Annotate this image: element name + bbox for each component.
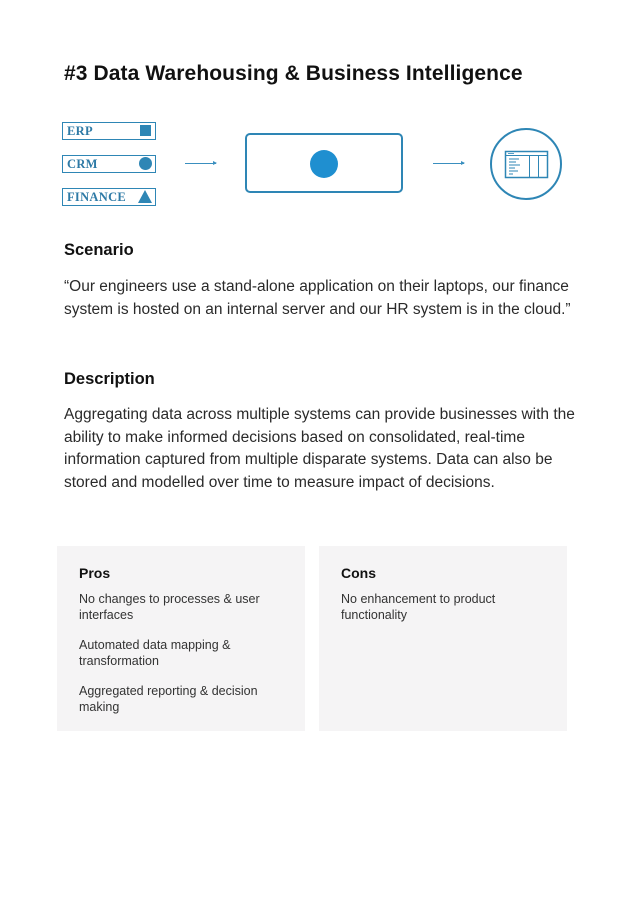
description-text: Aggregating data across multiple systems can provide businesses with the ability to make informed decisions based on consolidated, real-time information captured from multiple disparate systems. Data can also be stored and modelled over time to measure impact of decisions. — [64, 406, 575, 491]
pros-item: Aggregated reporting & decision making — [79, 684, 258, 714]
pros-item: Automated data mapping & transformation — [79, 638, 231, 668]
source-crm-label: CRM — [67, 157, 98, 171]
page-title: #3 Data Warehousing & Business Intelligence — [64, 62, 523, 85]
arrow-to-dashboard-icon — [433, 163, 464, 164]
source-crm-box — [62, 155, 156, 173]
cons-item: No enhancement to product functionality — [341, 592, 496, 622]
source-finance-label: FINANCE — [67, 190, 127, 204]
arrow-to-warehouse-icon — [185, 163, 216, 164]
triangle-icon — [138, 190, 152, 203]
circle-icon — [139, 157, 152, 170]
square-icon — [140, 125, 151, 136]
source-finance-box — [62, 188, 156, 206]
cons-list — [341, 592, 551, 638]
pros-item: No changes to processes & user interfaces — [79, 592, 260, 622]
pros-heading: Pros — [79, 565, 111, 581]
cons-heading: Cons — [341, 565, 376, 581]
dashboard-report-icon — [490, 128, 562, 200]
data-warehouse-box — [245, 133, 403, 193]
source-erp-label: ERP — [67, 124, 93, 138]
scenario-heading: Scenario — [64, 241, 134, 259]
data-warehouse-icon — [310, 150, 338, 178]
pros-list — [79, 592, 289, 730]
scenario-text: “Our engineers use a stand-alone application on their laptops, our finance system is hosted on an internal server and our HR system is in the cloud.” — [64, 278, 571, 318]
cons-card — [319, 546, 567, 731]
pros-card — [57, 546, 305, 731]
description-heading: Description — [64, 370, 155, 388]
source-erp-box — [62, 122, 156, 140]
